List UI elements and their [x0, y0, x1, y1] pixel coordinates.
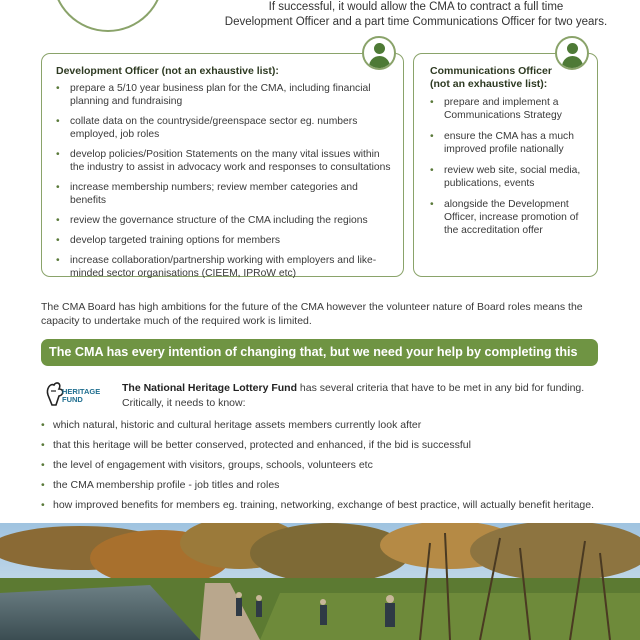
heritage-paragraph: [122, 381, 602, 411]
cma-logo: [52, 0, 164, 32]
list-item: • the level of engagement with visitors, groups, schools, volunteers etc: [41, 459, 373, 471]
list-item: • how improved benefits for members eg. training, networking, exchange of best practice, will actually benefit heritage.: [41, 499, 595, 511]
hlf-logo-line-2: FUND: [62, 395, 83, 404]
board-paragraph: The CMA Board has high ambitions for the future of the CMA however the volunteer nature of Board roles means the capacity to undertake much of the required work is limited.: [41, 301, 583, 327]
list-item: • review the governance structure of the CMA including the regions: [56, 215, 368, 226]
list-item: • develop targeted training options for members: [56, 235, 281, 246]
criteria-list: [41, 419, 601, 519]
list-item: • increase collaboration/partnership working with employers and like-minded sector organisations (CIEEM, IPRoW etc): [56, 255, 377, 279]
comm-title-line-2: (not an exhaustive list):: [430, 78, 548, 90]
communications-officer-title: [430, 65, 570, 91]
list-item: • ensure the CMA has a much improved profile nationally: [430, 131, 574, 155]
communications-officer-list: [430, 96, 590, 245]
list-item: • alongside the Development Officer, increase promotion of the accreditation offer: [430, 199, 579, 236]
volunteers-canal-photo: [0, 523, 640, 640]
list-item: • that this heritage will be better conserved, protected and enhanced, if the bid is successful: [41, 439, 471, 451]
heritage-bold: The National Heritage Lottery Fund: [122, 382, 298, 394]
hlf-logo-line-1: HERITAGE: [62, 387, 101, 396]
list-item: • develop policies/Position Statements on the many vital issues within the industry to assist in advocacy work and responses to consultations: [56, 149, 391, 173]
list-item: • prepare and implement a Communications Strategy: [430, 97, 562, 121]
survey-banner: The CMA has every intention of changing that, but we need your help by completing this survey.: [41, 339, 598, 366]
list-item: • increase membership numbers; review member categories and benefits: [56, 182, 358, 206]
development-officer-box: [41, 53, 404, 277]
list-item: • prepare a 5/10 year business plan for the CMA, including financial planning and fundraising: [56, 83, 371, 107]
communications-officer-box: [413, 53, 598, 277]
intro-text: [216, 0, 616, 30]
intro-line-2: Development Officer and a part time Communications Officer for two years.: [224, 16, 608, 28]
person-icon: [362, 36, 396, 70]
list-item: • review web site, social media, publications, events: [430, 165, 581, 189]
intro-line-1: If successful, it would allow the CMA to contract a full time: [268, 1, 564, 13]
heritage-fund-logo-text: [62, 388, 100, 404]
heritage-rest: has several criteria that have to be met in any bid for funding. Critically, it needs to know:: [122, 382, 585, 409]
list-item: • which natural, historic and cultural heritage assets members currently look after: [41, 419, 422, 431]
comm-title-line-1: Communications Officer: [430, 65, 552, 77]
list-item: • the CMA membership profile - job titles and roles: [41, 479, 280, 491]
development-officer-list: [56, 82, 396, 287]
list-item: • collate data on the countryside/greenspace sector eg. numbers employed, job roles: [56, 116, 358, 140]
development-officer-title: Development Officer (not an exhaustive list):: [56, 65, 279, 77]
